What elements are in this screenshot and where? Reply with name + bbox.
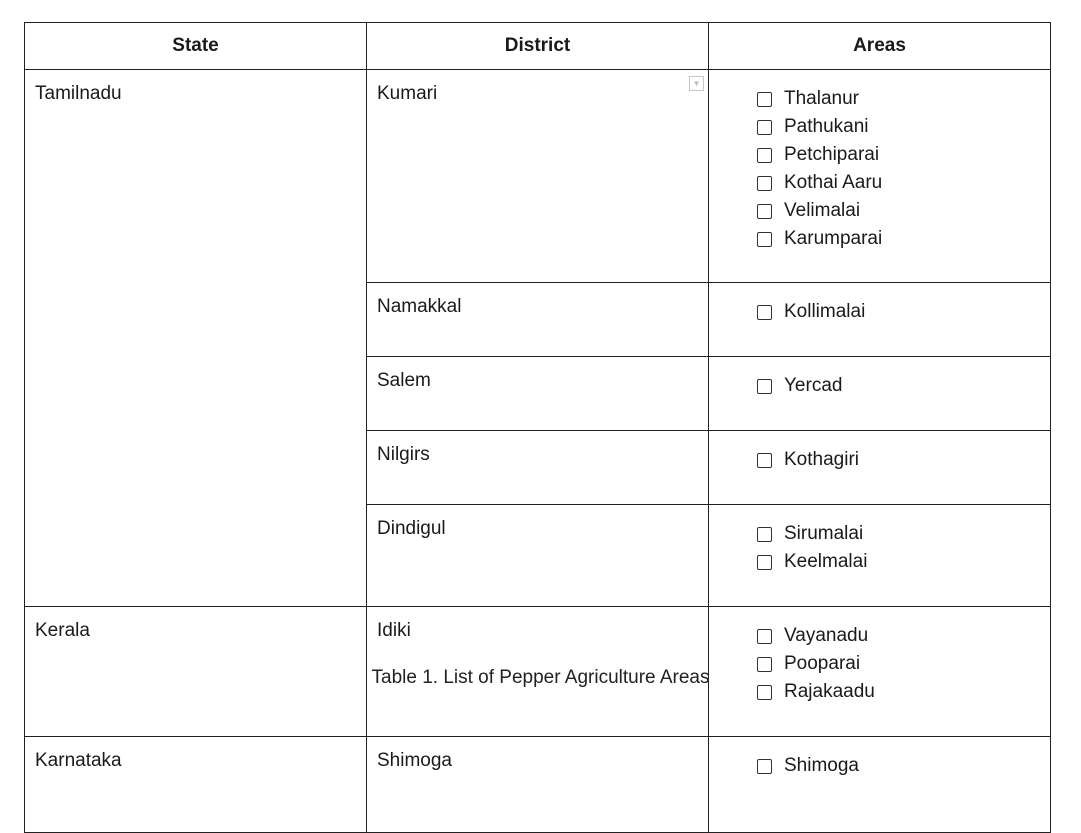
- district-cell: [367, 70, 709, 283]
- checkbox[interactable]: [757, 629, 772, 644]
- checkbox[interactable]: [757, 555, 772, 570]
- checkbox[interactable]: [757, 92, 772, 107]
- checkbox[interactable]: [757, 120, 772, 135]
- table-caption: Table 1. List of Pepper Agriculture Areas: [371, 667, 710, 688]
- area-label: Velimalai: [784, 200, 861, 221]
- area-checkbox-item[interactable]: [757, 141, 1050, 169]
- district-cell: Namakkal: [367, 283, 709, 357]
- area-checkbox-item[interactable]: [757, 520, 1050, 548]
- area-label: Shimoga: [784, 755, 859, 776]
- checkbox[interactable]: [757, 527, 772, 542]
- table-row: [25, 70, 1051, 283]
- district-label: Kumari: [377, 83, 438, 104]
- area-label: Petchiparai: [784, 144, 880, 165]
- checkbox[interactable]: [757, 204, 772, 219]
- area-checkbox-item[interactable]: [757, 298, 1050, 326]
- district-cell: Shimoga: [367, 737, 709, 833]
- area-checkbox-item[interactable]: [757, 622, 1050, 650]
- header-state: State: [25, 23, 367, 70]
- area-label: Pooparai: [784, 653, 861, 674]
- area-label: Yercad: [784, 375, 843, 396]
- header-district: District: [367, 23, 709, 70]
- state-cell: Karnataka: [25, 737, 367, 833]
- header-row: [25, 23, 1051, 70]
- checkbox[interactable]: [757, 305, 772, 320]
- area-label: Kollimalai: [784, 301, 866, 322]
- area-checkbox-item[interactable]: [757, 85, 1050, 113]
- area-label: Karumparai: [784, 228, 883, 249]
- areas-cell: [709, 505, 1051, 607]
- area-label: Kothagiri: [784, 449, 859, 470]
- header-areas: Areas: [709, 23, 1051, 70]
- district-cell: Salem: [367, 357, 709, 431]
- district-cell: Idiki: [367, 607, 709, 737]
- area-checkbox-item[interactable]: [757, 752, 1050, 780]
- checkbox[interactable]: [757, 759, 772, 774]
- area-label: Keelmalai: [784, 551, 868, 572]
- pepper-areas-table: [24, 22, 1051, 833]
- areas-cell: [709, 70, 1051, 283]
- checkbox[interactable]: [757, 379, 772, 394]
- areas-cell: [709, 357, 1051, 431]
- table-container: [24, 22, 1050, 833]
- checkbox[interactable]: [757, 148, 772, 163]
- area-label: Thalanur: [784, 88, 859, 109]
- area-checkbox-item[interactable]: [757, 225, 1050, 253]
- district-cell: Dindigul: [367, 505, 709, 607]
- district-cell: Nilgirs: [367, 431, 709, 505]
- area-label: Vayanadu: [784, 625, 869, 646]
- table-row: [25, 737, 1051, 833]
- chevron-down-icon[interactable]: ▼: [689, 76, 704, 91]
- area-label: Rajakaadu: [784, 681, 875, 702]
- area-checkbox-item[interactable]: [757, 169, 1050, 197]
- area-checkbox-item[interactable]: [757, 548, 1050, 576]
- area-checkbox-item[interactable]: [757, 113, 1050, 141]
- areas-cell: [709, 283, 1051, 357]
- checkbox[interactable]: [757, 176, 772, 191]
- areas-cell: [709, 737, 1051, 833]
- area-checkbox-item[interactable]: [757, 446, 1050, 474]
- area-checkbox-item[interactable]: [757, 372, 1050, 400]
- checkbox[interactable]: [757, 453, 772, 468]
- area-label: Pathukani: [784, 116, 869, 137]
- area-checkbox-item[interactable]: [757, 197, 1050, 225]
- state-cell: Tamilnadu: [25, 70, 367, 607]
- checkbox[interactable]: [757, 232, 772, 247]
- areas-cell: [709, 431, 1051, 505]
- state-cell: Kerala: [25, 607, 367, 737]
- area-label: Sirumalai: [784, 523, 864, 544]
- area-label: Kothai Aaru: [784, 172, 883, 193]
